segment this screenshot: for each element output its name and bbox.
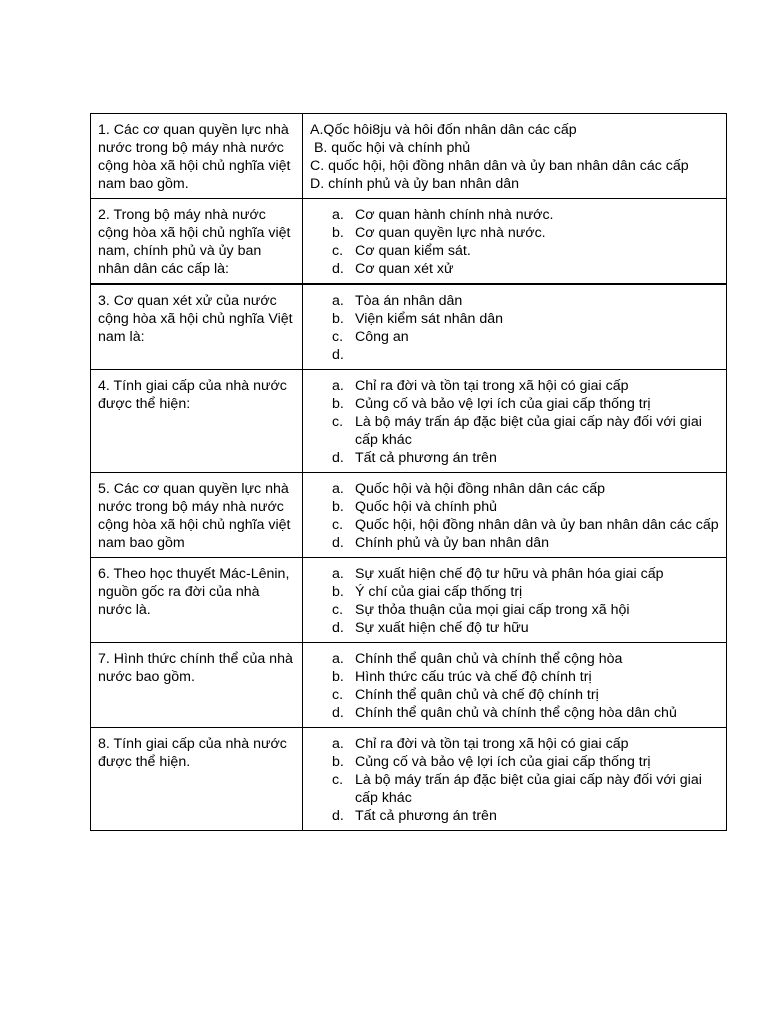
option-item <box>332 735 719 753</box>
option-marker: a. <box>332 651 344 667</box>
option-marker: b. <box>332 396 344 412</box>
option-text: Sự thỏa thuận của mọi giai cấp trong xã hội <box>355 602 630 618</box>
question-text-7: 7. Hình thức chính thể của nhà nước bao gồm. <box>91 643 303 728</box>
answer-line: B. quốc hội và chính phủ <box>310 140 471 156</box>
option-item <box>332 668 719 686</box>
question-row-7 <box>91 643 727 728</box>
option-item <box>332 753 719 771</box>
option-text: Tòa án nhân dân <box>355 293 463 309</box>
option-item <box>332 292 719 310</box>
option-item <box>332 583 719 601</box>
option-item <box>332 686 719 704</box>
option-marker: d. <box>332 450 344 466</box>
option-marker: b. <box>332 669 344 685</box>
question-text-8: 8. Tính giai cấp của nhà nước được thể hiện. <box>91 728 303 831</box>
option-item <box>332 206 719 224</box>
option-marker: d. <box>332 808 344 824</box>
question-text-2: 2. Trong bộ máy nhà nước cộng hòa xã hội chủ nghĩa việt nam, chính phủ và ủy ban nhân dân các cấp là: <box>91 199 303 285</box>
question-row-3 <box>91 284 727 370</box>
option-marker: a. <box>332 736 344 752</box>
option-text: Ý chí của giai cấp thống trị <box>355 584 523 600</box>
option-text: Công an <box>355 329 409 345</box>
option-text: Là bộ máy trấn áp đặc biệt của giai cấp này đối với giai cấp khác <box>355 414 702 448</box>
option-marker: d. <box>332 705 344 721</box>
option-list <box>310 650 719 722</box>
option-item <box>332 310 719 328</box>
option-text: Tất cả phương án trên <box>355 808 497 824</box>
question-text-4: 4. Tính giai cấp của nhà nước được thể hiện: <box>91 370 303 473</box>
option-marker: c. <box>332 602 344 618</box>
option-text: Hình thức cấu trúc và chế độ chính trị <box>355 669 592 685</box>
option-list <box>310 377 719 467</box>
option-text: Củng cố và bảo vệ lợi ích của giai cấp thống trị <box>355 754 651 770</box>
option-text: Sự xuất hiện chế độ tư hữu và phân hóa giai cấp <box>355 566 664 582</box>
option-marker: b. <box>332 311 344 327</box>
option-text: Chỉ ra đời và tồn tại trong xã hội có giai cấp <box>355 378 629 394</box>
option-item <box>332 449 719 467</box>
option-marker: a. <box>332 566 344 582</box>
option-item <box>332 534 719 552</box>
question-text-5: 5. Các cơ quan quyền lực nhà nước trong bộ máy nhà nước cộng hòa xã hội chủ nghĩa việt nam bao gồm <box>91 473 303 558</box>
option-marker: c. <box>332 772 344 788</box>
option-marker: c. <box>332 243 344 259</box>
question-row-1 <box>91 114 727 199</box>
answer-line: A.Qốc hôi8ju và hôi đốn nhân dân các cấp <box>310 122 577 138</box>
option-text: Chính phủ và ủy ban nhân dân <box>355 535 550 551</box>
answer-cell-1 <box>303 114 727 199</box>
option-text: Quốc hội và chính phủ <box>355 499 497 515</box>
option-text: Chính thể quân chủ và chế độ chính trị <box>355 687 599 703</box>
option-marker: a. <box>332 207 344 223</box>
question-text-1: 1. Các cơ quan quyền lực nhà nước trong bộ máy nhà nước cộng hòa xã hội chủ nghĩa việt nam bao gồm. <box>91 114 303 199</box>
option-item <box>332 346 719 364</box>
answer-line: C. quốc hội, hội đồng nhân dân và ủy ban nhân dân các cấp <box>310 158 689 174</box>
option-item <box>332 650 719 668</box>
option-text: Cơ quan xét xử <box>355 261 454 277</box>
option-item <box>332 413 719 449</box>
option-marker: a. <box>332 481 344 497</box>
option-text: Sự xuất hiện chế độ tư hữu <box>355 620 529 636</box>
option-marker: d. <box>332 261 344 277</box>
question-row-5 <box>91 473 727 558</box>
option-marker: c. <box>332 329 344 345</box>
option-list <box>310 735 719 825</box>
option-item <box>332 328 719 346</box>
option-text: Quốc hội và hội đồng nhân dân các cấp <box>355 481 606 497</box>
option-marker: d. <box>332 620 344 636</box>
answer-cell-4 <box>303 370 727 473</box>
option-item <box>332 260 719 278</box>
option-marker: b. <box>332 584 344 600</box>
option-text: Viện kiểm sát nhân dân <box>355 311 504 327</box>
option-item <box>332 807 719 825</box>
option-text: Cơ quan hành chính nhà nước. <box>355 207 554 223</box>
option-item <box>332 516 719 534</box>
answer-cell-6 <box>303 558 727 643</box>
option-list <box>310 480 719 552</box>
question-text-3: 3. Cơ quan xét xử của nước cộng hòa xã hội chủ nghĩa Việt nam là: <box>91 284 303 370</box>
option-marker: b. <box>332 754 344 770</box>
option-text: Quốc hội, hội đồng nhân dân và ủy ban nhân dân các cấp <box>355 517 719 533</box>
option-text: Là bộ máy trấn áp đặc biệt của giai cấp này đối với giai cấp khác <box>355 772 702 806</box>
option-marker: a. <box>332 378 344 394</box>
option-marker: b. <box>332 499 344 515</box>
answer-cell-2 <box>303 199 727 285</box>
answer-cell-5 <box>303 473 727 558</box>
option-item <box>332 601 719 619</box>
option-marker: b. <box>332 225 344 241</box>
option-item <box>332 565 719 583</box>
question-row-8 <box>91 728 727 831</box>
option-item <box>332 395 719 413</box>
option-text: Chính thể quân chủ và chính thể cộng hòa dân chủ <box>355 705 677 721</box>
question-text-6: 6. Theo học thuyết Mác-Lênin, nguồn gốc ra đời của nhà nước là. <box>91 558 303 643</box>
option-item <box>332 771 719 807</box>
option-marker: c. <box>332 687 344 703</box>
answer-cell-8 <box>303 728 727 831</box>
option-text: Cơ quan quyền lực nhà nước. <box>355 225 546 241</box>
question-row-4 <box>91 370 727 473</box>
option-item <box>332 242 719 260</box>
option-text: Củng cố và bảo vệ lợi ích của giai cấp thống trị <box>355 396 651 412</box>
option-text: Tất cả phương án trên <box>355 450 497 466</box>
option-marker: d. <box>332 347 344 363</box>
option-item <box>332 377 719 395</box>
option-item <box>332 224 719 242</box>
option-item <box>332 480 719 498</box>
answer-cell-3 <box>303 284 727 370</box>
option-marker: c. <box>332 517 344 533</box>
question-row-6 <box>91 558 727 643</box>
option-item <box>332 619 719 637</box>
question-row-2 <box>91 199 727 285</box>
option-marker: a. <box>332 293 344 309</box>
option-text: Cơ quan kiểm sát. <box>355 243 471 259</box>
answer-line: D. chính phủ và ủy ban nhân dân <box>310 176 520 192</box>
option-text <box>355 347 359 363</box>
option-list <box>310 206 719 278</box>
option-list <box>310 565 719 637</box>
option-text: Chính thể quân chủ và chính thể cộng hòa <box>355 651 623 667</box>
option-marker: d. <box>332 535 344 551</box>
option-marker: c. <box>332 414 344 430</box>
option-item <box>332 704 719 722</box>
quiz-table <box>90 113 727 831</box>
option-item <box>332 498 719 516</box>
answer-cell-7 <box>303 643 727 728</box>
option-list <box>310 292 719 364</box>
option-text: Chỉ ra đời và tồn tại trong xã hội có giai cấp <box>355 736 629 752</box>
